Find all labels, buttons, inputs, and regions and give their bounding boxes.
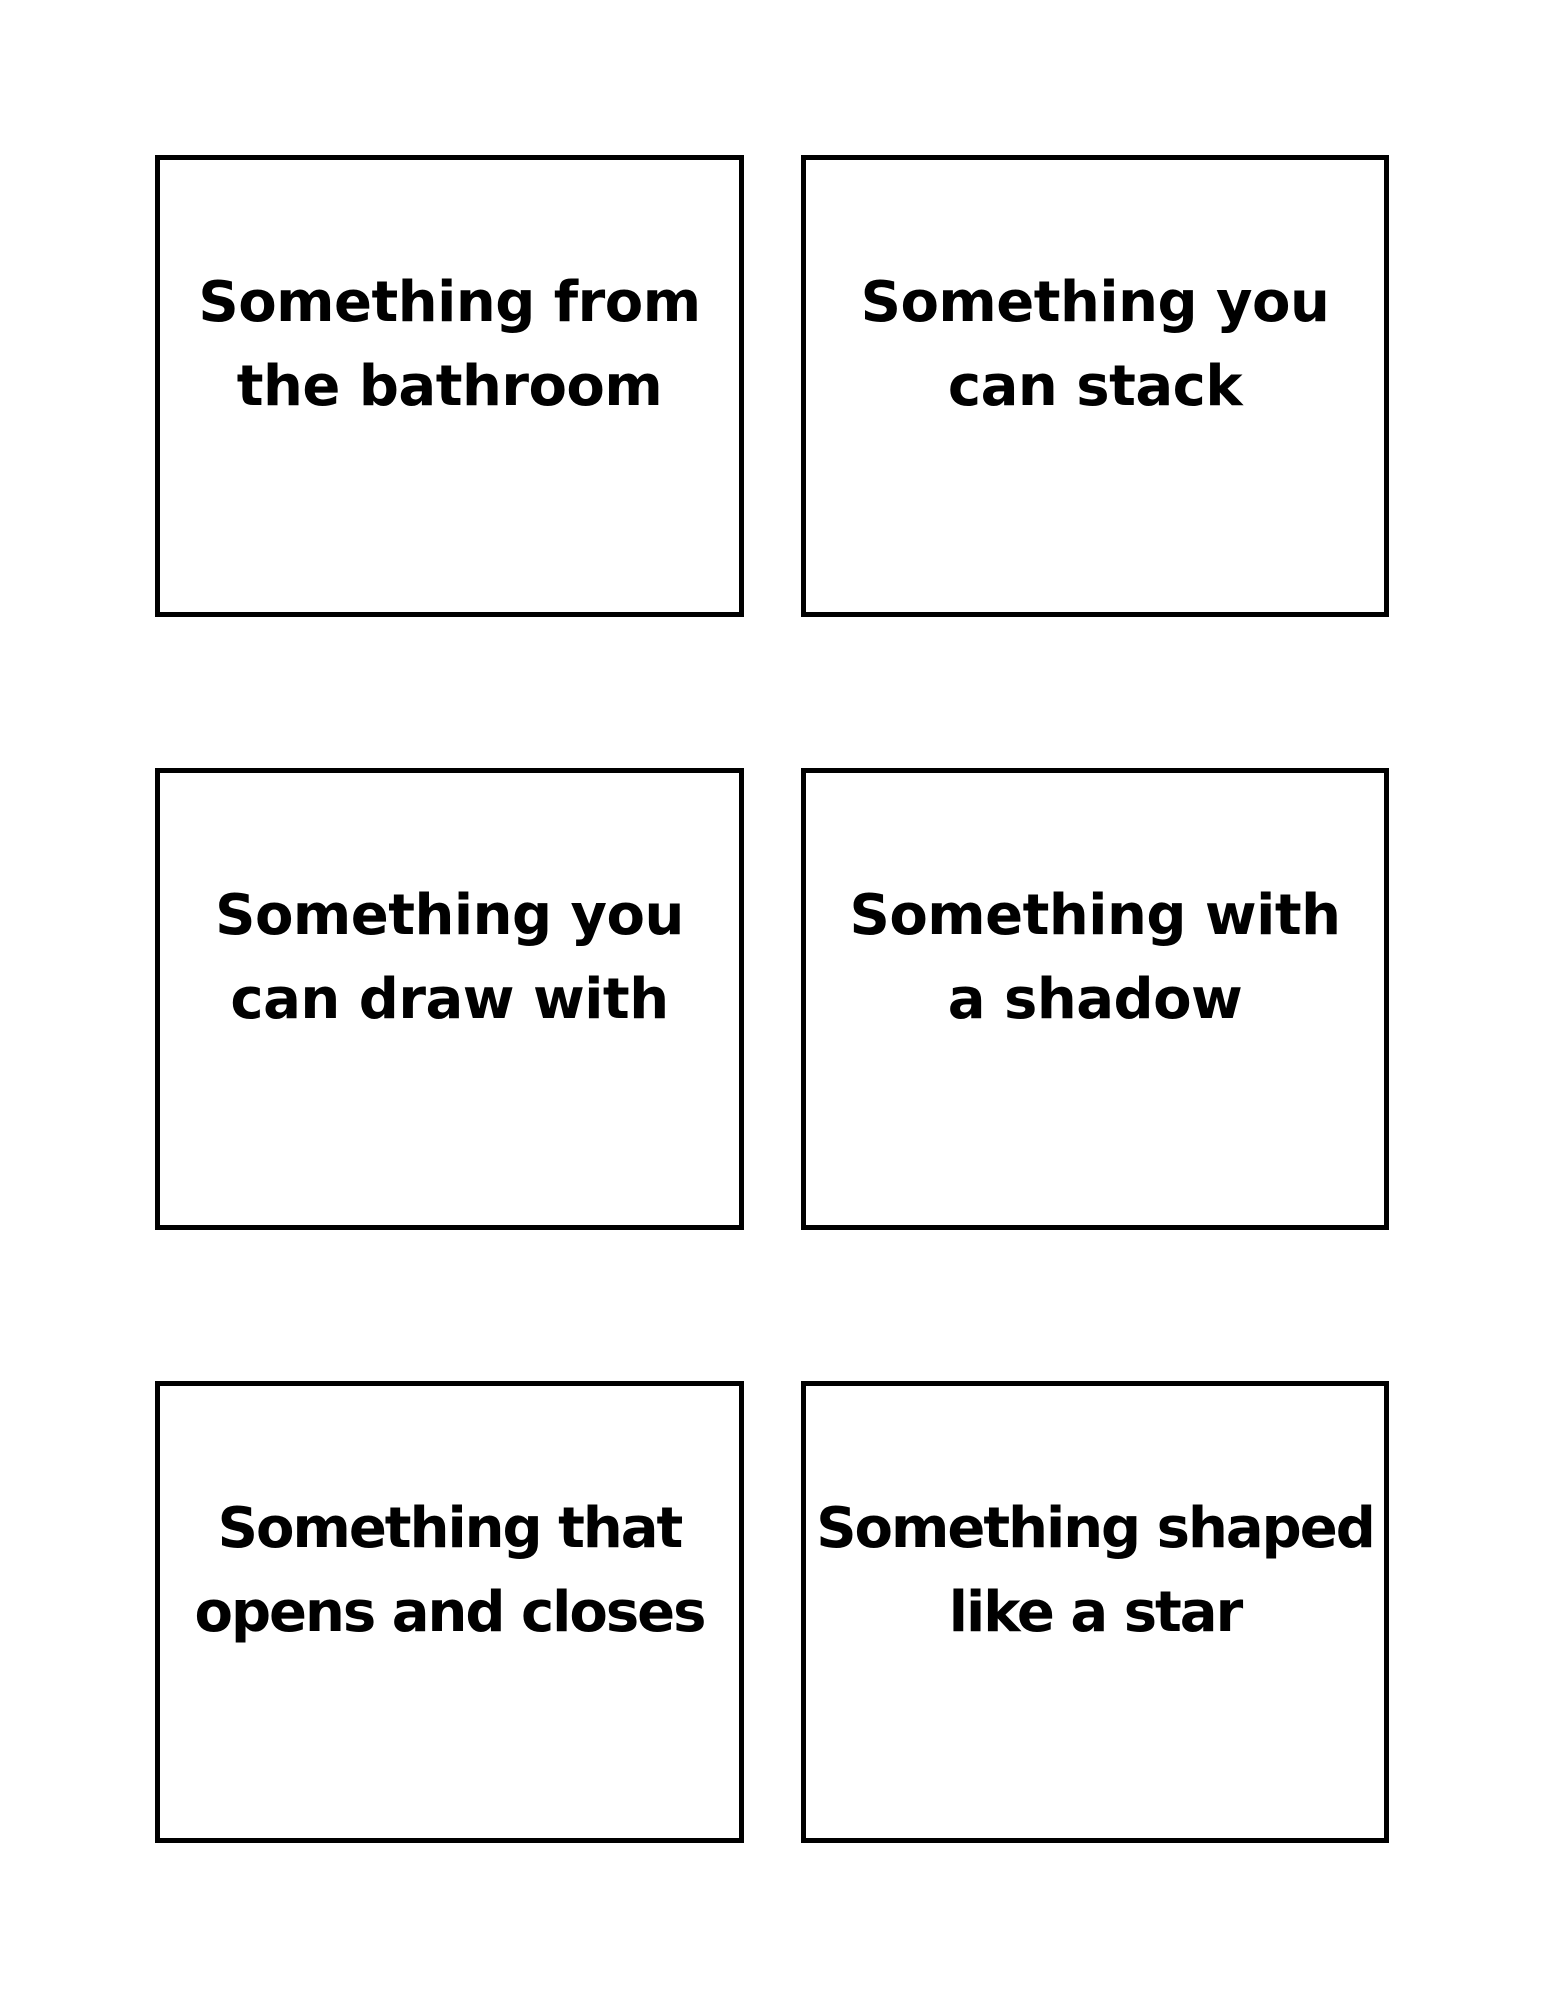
card-prompt-line: the bathroom xyxy=(236,354,663,419)
card-prompt-line: like a star xyxy=(948,1580,1242,1645)
card-prompt-line: Something from xyxy=(198,270,701,335)
card-prompt-text xyxy=(215,874,684,1042)
card-prompt-line: Something you xyxy=(860,270,1330,335)
card-prompt-line: can draw with xyxy=(230,967,669,1032)
card-prompt-text xyxy=(198,261,700,429)
card-prompt-line: Something that xyxy=(217,1496,682,1561)
prompt-card xyxy=(155,1381,744,1843)
card-prompt-line: a shadow xyxy=(947,967,1243,1032)
card-prompt-text xyxy=(195,1487,705,1655)
prompt-card xyxy=(155,155,744,617)
card-prompt-line: opens and closes xyxy=(194,1580,705,1645)
prompt-card xyxy=(801,1381,1389,1843)
card-prompt-text xyxy=(816,1487,1374,1655)
card-prompt-line: Something shaped xyxy=(816,1496,1374,1561)
card-prompt-text xyxy=(850,874,1341,1042)
card-prompt-line: Something you xyxy=(215,883,684,948)
card-prompt-line: can stack xyxy=(947,354,1243,419)
prompt-card xyxy=(155,768,744,1230)
card-prompt-text xyxy=(861,261,1330,429)
card-prompt-line: Something with xyxy=(849,883,1341,948)
prompt-card xyxy=(801,155,1389,617)
prompt-card xyxy=(801,768,1389,1230)
